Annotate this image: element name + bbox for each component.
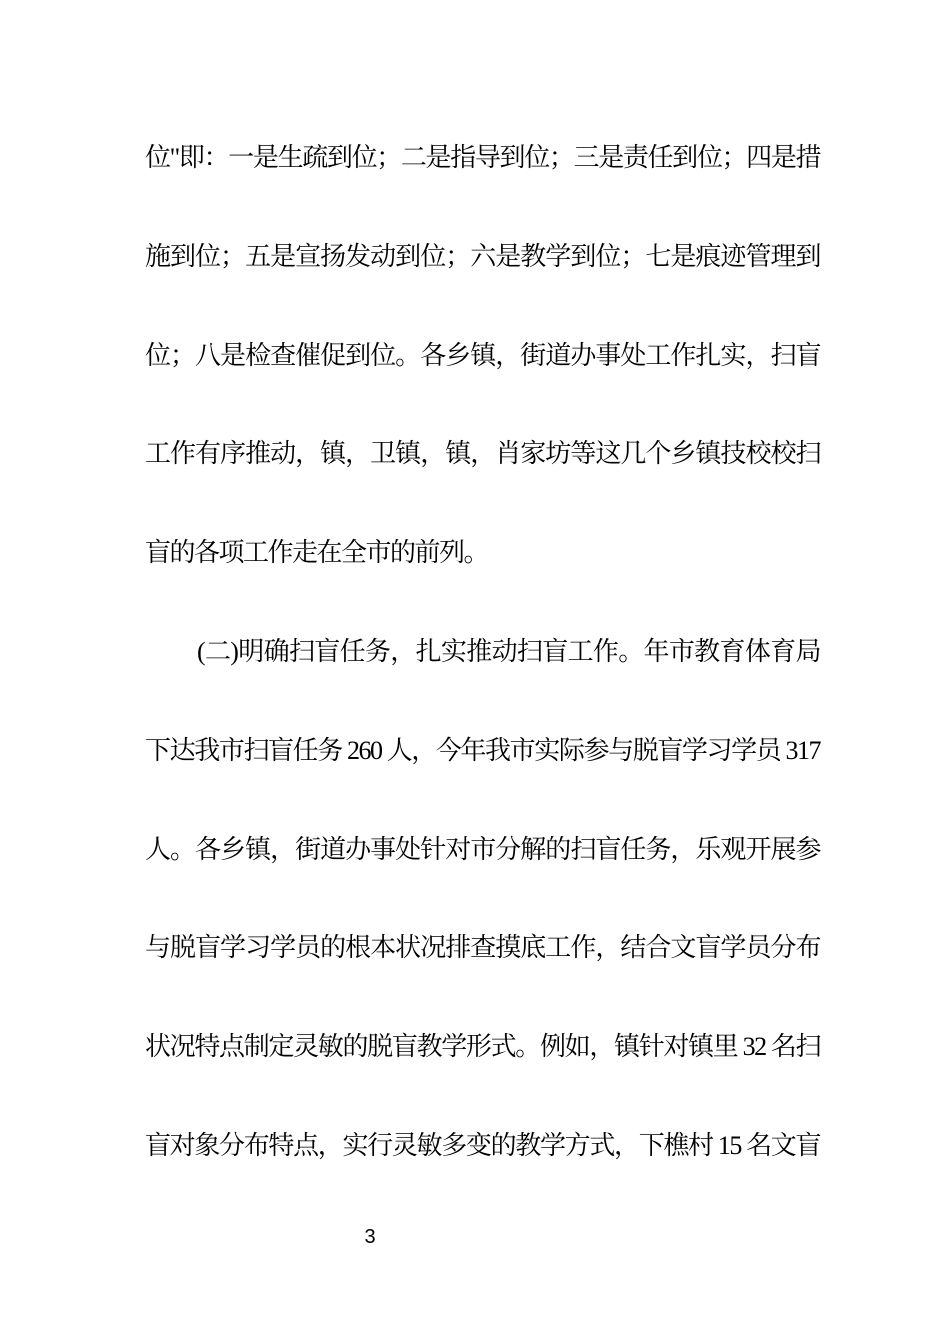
text-line-1: 位"即：一是生疏到位；二是指导到位；三是责任到位；四是措 xyxy=(145,143,820,172)
text-line-11: 盲对象分布特点，实行灵敏多变的教学方式，下樵村 15 名文盲 xyxy=(145,1130,820,1160)
page-number: 3 xyxy=(364,1226,376,1248)
text-line-2: 施到位；五是宣扬发动到位；六是教学到位；七是痕迹管理到 xyxy=(145,241,820,271)
text-line-7: 下达我市扫盲任务 260 人，今年我市实际参与脱盲学习学员 317 xyxy=(145,735,820,765)
text-line-10: 状况特点制定灵敏的脱盲教学形式。例如，镇针对镇里 32 名扫 xyxy=(145,1032,820,1062)
text-line-6: (二)明确扫盲任务，扎实推动扫盲工作。年市教育体育局 xyxy=(197,636,820,666)
text-line-9: 与脱盲学习学员的根本状况排查摸底工作，结合文盲学员分布 xyxy=(145,933,820,963)
text-line-3: 位；八是检查催促到位。各乡镇，街道办事处工作扎实，扫盲 xyxy=(145,340,820,370)
body-text xyxy=(145,109,820,1196)
text-line-4: 工作有序推动，镇，卫镇，镇，肖家坊等这几个乡镇技校校扫 xyxy=(145,439,820,469)
text-line-5: 盲的各项工作走在全市的前列。 xyxy=(145,538,489,568)
text-line-8: 人。各乡镇，街道办事处针对市分解的扫盲任务，乐观开展参 xyxy=(145,834,820,864)
